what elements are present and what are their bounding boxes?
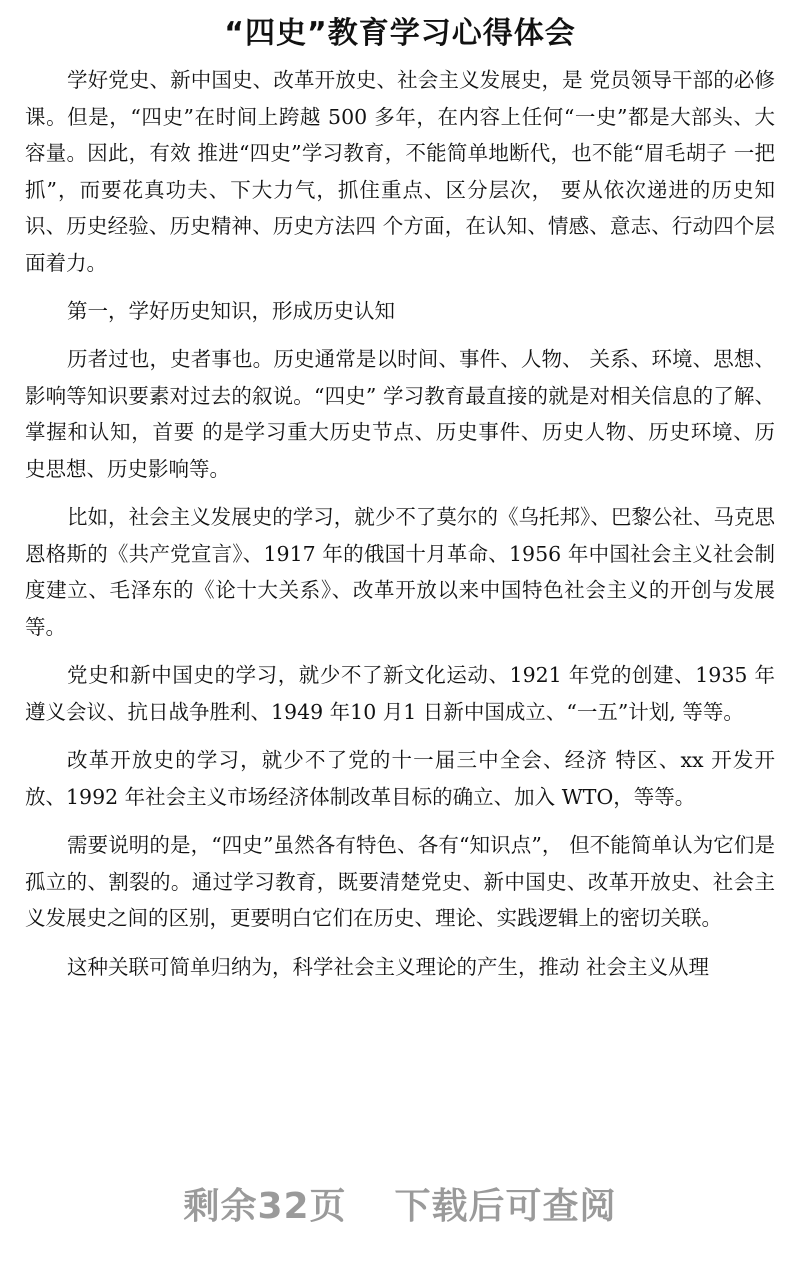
paragraph: 党史和新中国史的学习，就少不了新文化运动、1921 年党的创建、1935 年遵义会议、抗日战争胜利、1949 年10 月1 日新中国成立、“一五”计划, 等等。 [25, 663, 775, 724]
paragraph: 学好党史、新中国史、改革开放史、社会主义发展史，是 党员领导干部的必修课。但是，“四史”在时间上跨越 500 多年，在内容上任何“一史”都是大部头、大容量。因此，有效 推进“四史”学习教育，不能简单地断代，也不能“眉毛胡子 一把抓”，而要花真功夫、下大力气，抓住重点、区分层次， 要从依次递进的历史知识、历史经验、历史精神、历史方法四 个方面，在认知、情感、意志、行动四个层面着力。 [25, 68, 775, 275]
paragraph: 需要说明的是，“四史”虽然各有特色、各有“知识点”， 但不能简单认为它们是孤立的、割裂的。通过学习教育，既要清楚党史、新中国史、改革开放史、社会主义发展史之间的区别，更要明白它们在历史、理论、实践逻辑上的密切关联。 [25, 833, 775, 930]
download-banner[interactable] [0, 1178, 800, 1229]
document-title: “四史”教育学习心得体会 [224, 16, 576, 51]
paragraph: 改革开放史的学习，就少不了党的十一届三中全会、经济 特区、xx 开发开放、1992 年社会主义市场经济体制改革目标的确立、加入 WTO，等等。 [25, 748, 775, 809]
download-prompt-label: 下载后可查阅 [394, 1186, 617, 1227]
paragraph: 历者过也，史者事也。历史通常是以时间、事件、人物、 关系、环境、思想、影响等知识要素对过去的叙说。“四史” 学习教育最直接的就是对相关信息的了解、掌握和认知，首要 的是学习重大历史节点、历史事件、历史人物、历史环境、历 史思想、历史影响等。 [25, 347, 775, 481]
section-heading: 第一，学好历史知识，形成历史认知 [67, 299, 395, 323]
paragraph: 比如，社会主义发展史的学习，就少不了莫尔的《乌托邦》、巴黎公社、马克思恩格斯的《共产党宣言》、1917 年的俄国十月革命、1956 年中国社会主义社会制度建立、毛泽东的《论十大关系》、改革开放以来中国特色社会主义的开创与发展等。 [25, 505, 775, 639]
paragraph: 这种关联可简单归纳为，科学社会主义理论的产生，推动 社会主义从理 [67, 954, 710, 979]
document-body [25, 62, 775, 993]
remaining-pages-label: 剩余32页 [183, 1186, 347, 1227]
